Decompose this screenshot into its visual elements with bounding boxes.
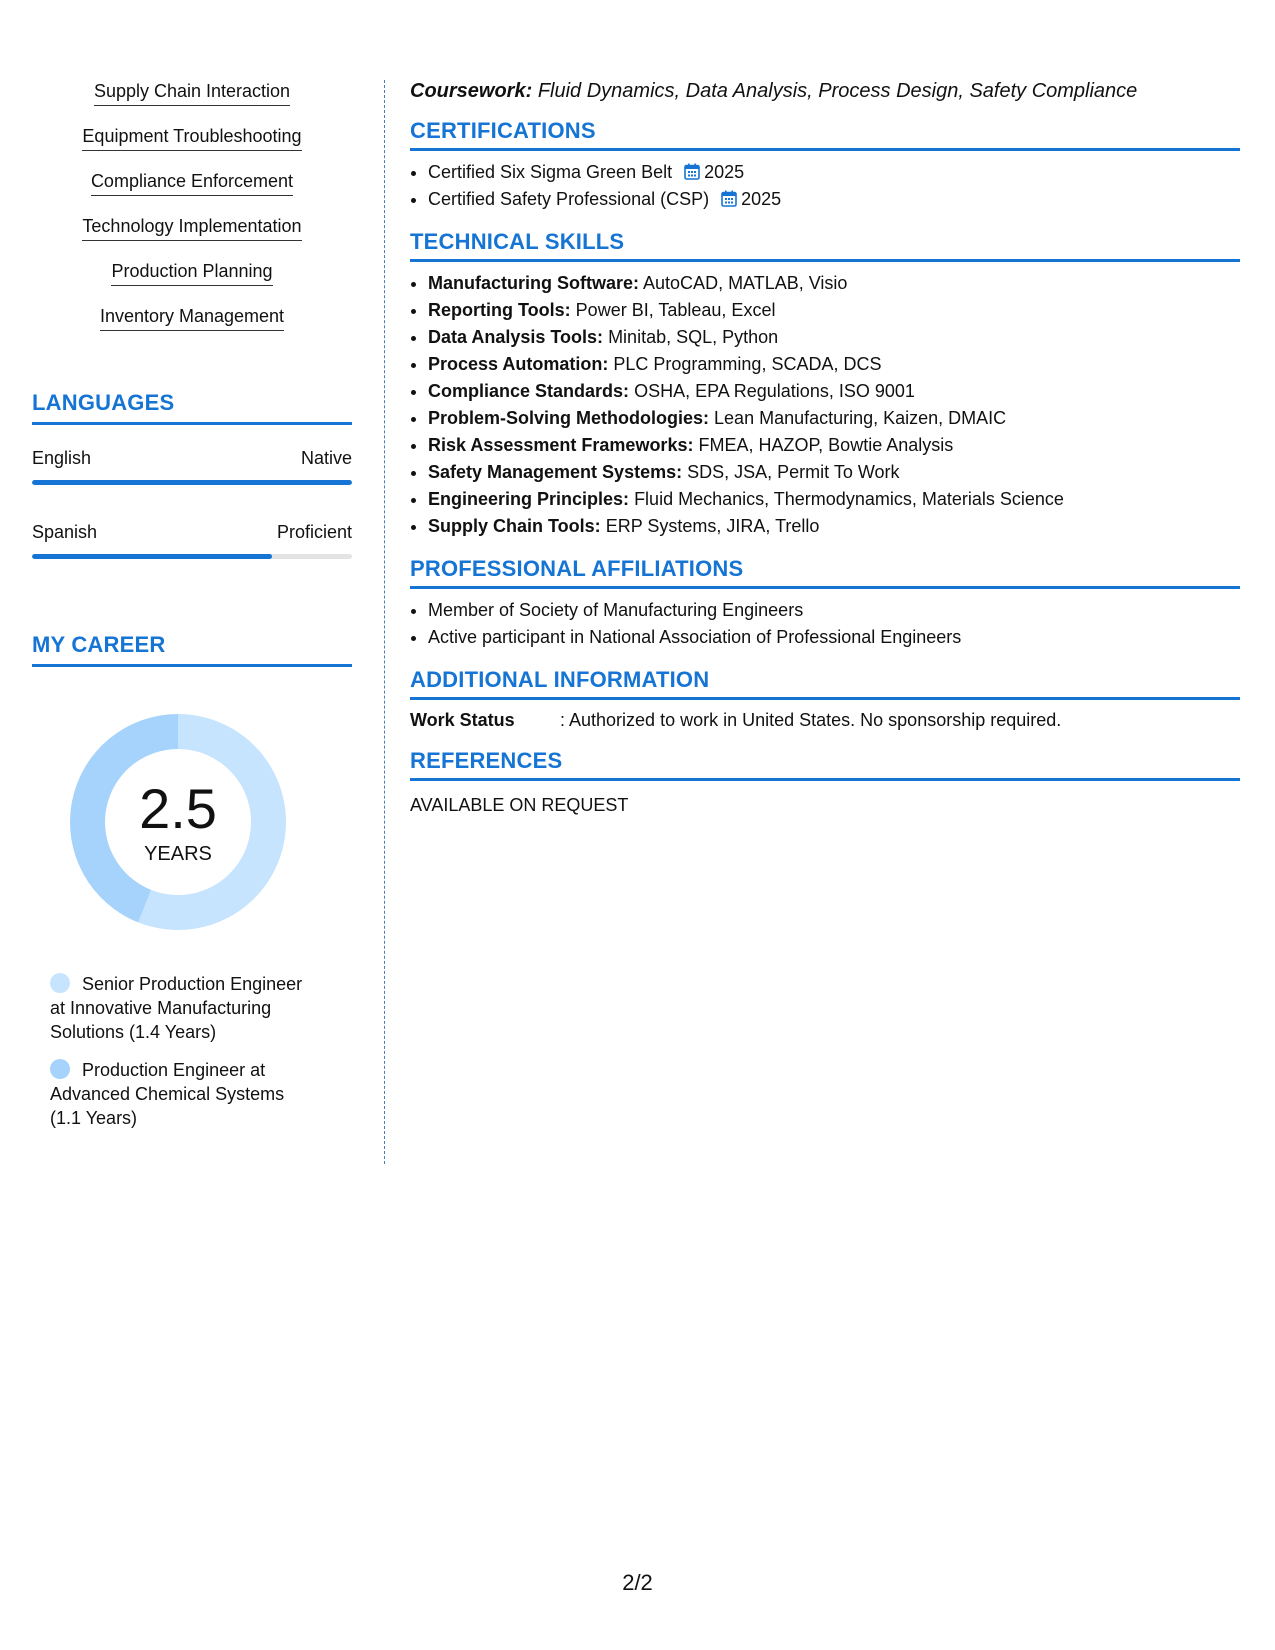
skill-category: Manufacturing Software: — [428, 273, 640, 293]
certification-name: Certified Six Sigma Green Belt — [428, 162, 673, 182]
skill-category: Supply Chain Tools: — [428, 516, 601, 536]
language-level: Proficient — [276, 522, 352, 542]
coursework-text: Fluid Dynamics, Data Analysis, Process Design, Safety Compliance — [537, 80, 1138, 102]
skill-values: Minitab, SQL, Python — [608, 327, 779, 347]
technical-skills-list — [410, 270, 1240, 540]
career-total-unit: YEARS — [144, 843, 212, 865]
career-legend-item — [50, 1058, 320, 1130]
certification-item — [428, 159, 1240, 186]
technical-skills-heading: TECHNICAL SKILLS — [410, 229, 1240, 262]
skill-item: Supply Chain Interaction — [32, 80, 352, 125]
language-level: Native — [300, 448, 352, 468]
technical-skill-item — [428, 459, 1240, 486]
career-heading: MY CAREER — [32, 632, 352, 667]
donut-center — [66, 710, 290, 934]
skill-values: AutoCAD, MATLAB, Visio — [643, 273, 848, 293]
skill-category: Compliance Standards: — [428, 381, 630, 401]
skill-values: OSHA, EPA Regulations, ISO 9001 — [634, 381, 915, 401]
technical-skill-item — [428, 486, 1240, 513]
language-bar-fill — [32, 554, 272, 559]
languages-heading: LANGUAGES — [32, 390, 352, 425]
references-heading: REFERENCES — [410, 748, 1240, 781]
language-bar — [32, 480, 352, 485]
language-bar — [32, 554, 352, 559]
legend-dot — [50, 973, 70, 993]
certification-year: 2025 — [741, 189, 782, 209]
calendar-icon — [721, 190, 737, 207]
references-text: AVAILABLE ON REQUEST — [410, 795, 629, 815]
legend-dot — [50, 1059, 70, 1079]
skill-category: Data Analysis Tools: — [428, 327, 604, 347]
coursework-label: Coursework: — [410, 80, 533, 102]
skill-item: Technology Implementation — [32, 215, 352, 260]
affiliation-item: • Member of Society of Manufacturing Engineers — [428, 597, 1240, 624]
skill-category: Risk Assessment Frameworks: — [428, 435, 694, 455]
technical-skill-item — [428, 513, 1240, 540]
language-row — [32, 521, 352, 543]
skill-values: ERP Systems, JIRA, Trello — [605, 516, 820, 536]
skill-values: Power BI, Tableau, Excel — [575, 300, 776, 320]
career-donut-chart — [66, 710, 290, 934]
work-status-key: Work Status — [410, 710, 515, 730]
left-column — [32, 80, 352, 1128]
certifications-list — [410, 159, 1240, 213]
column-divider — [384, 80, 385, 1164]
skill-category: Problem-Solving Methodologies: — [428, 408, 710, 428]
coursework-line — [410, 78, 1240, 104]
career-legend-item — [50, 972, 320, 1044]
language-bar-fill — [32, 480, 352, 485]
additional-info-heading: ADDITIONAL INFORMATION — [410, 667, 1240, 700]
affiliations-list — [410, 597, 1240, 651]
page-number: 2/2 — [622, 1570, 653, 1595]
certifications-heading: CERTIFICATIONS — [410, 118, 1240, 151]
technical-skill-item — [428, 324, 1240, 351]
career-role-label: Production Engineer at Advanced Chemical Systems (1.1 Years) — [50, 1060, 285, 1128]
skill-values: FMEA, HAZOP, Bowtie Analysis — [698, 435, 954, 455]
technical-skill-item — [428, 270, 1240, 297]
technical-skill-item — [428, 378, 1240, 405]
career-total-value: 2.5 — [139, 777, 217, 840]
skill-values: PLC Programming, SCADA, DCS — [613, 354, 882, 374]
languages-section — [32, 390, 352, 559]
certification-name: Certified Safety Professional (CSP) — [428, 189, 710, 209]
skill-category: Safety Management Systems: — [428, 462, 683, 482]
skill-item: Inventory Management — [32, 305, 352, 350]
career-legend — [50, 972, 320, 1144]
language-row — [32, 447, 352, 469]
skill-category: Engineering Principles: — [428, 489, 630, 509]
language-name: Spanish — [32, 522, 98, 542]
skill-values: SDS, JSA, Permit To Work — [687, 462, 900, 482]
skill-item: Compliance Enforcement — [32, 170, 352, 215]
technical-skill-item — [428, 351, 1240, 378]
skill-category: Process Automation: — [428, 354, 609, 374]
skill-item: Production Planning — [32, 260, 352, 305]
affiliations-heading: PROFESSIONAL AFFILIATIONS — [410, 556, 1240, 589]
skill-values: Fluid Mechanics, Thermodynamics, Materials Science — [634, 489, 1064, 509]
career-role-label: Senior Production Engineer at Innovative Manufacturing Solutions (1.4 Years) — [50, 974, 303, 1042]
right-column — [410, 78, 1240, 817]
skill-category: Reporting Tools: — [428, 300, 571, 320]
skills-list — [32, 80, 352, 350]
skill-item: Equipment Troubleshooting — [32, 125, 352, 170]
technical-skill-item — [428, 405, 1240, 432]
language-name: English — [32, 448, 92, 468]
calendar-icon — [684, 163, 700, 180]
certification-item — [428, 186, 1240, 213]
technical-skill-item — [428, 432, 1240, 459]
skill-values: Lean Manufacturing, Kaizen, DMAIC — [714, 408, 1007, 428]
certification-year: 2025 — [704, 162, 745, 182]
work-status-value: : Authorized to work in United States. No sponsorship required. — [560, 710, 1062, 730]
work-status-row — [410, 708, 1240, 732]
affiliation-item: • Active participant in National Association of Professional Engineers — [428, 624, 1240, 651]
technical-skill-item — [428, 297, 1240, 324]
career-section — [32, 632, 352, 1128]
